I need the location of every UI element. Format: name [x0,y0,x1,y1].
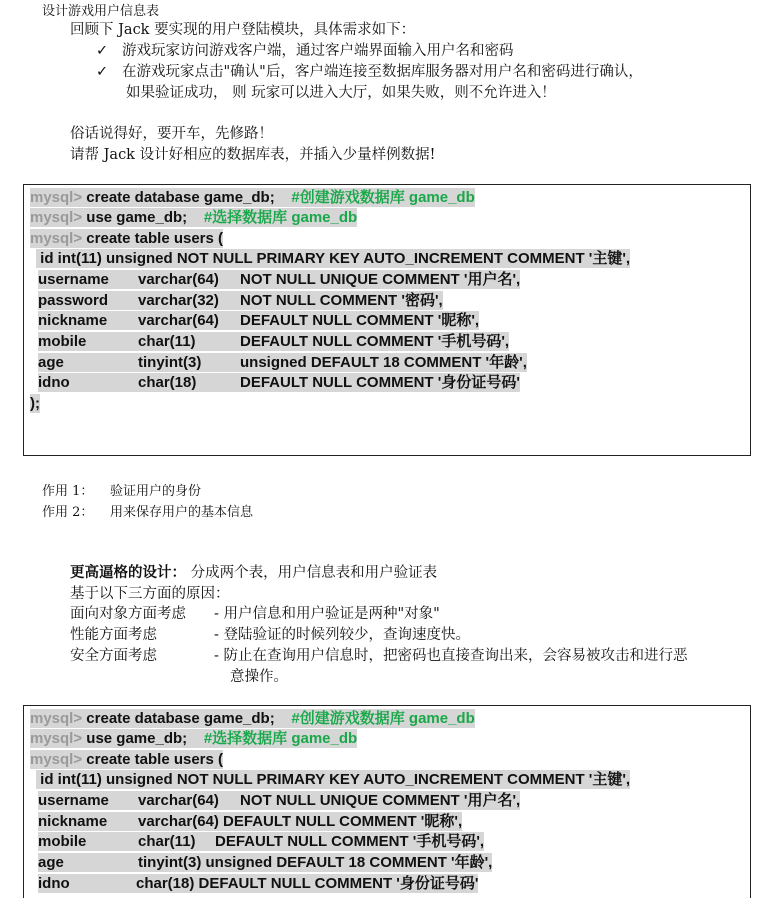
column-type: varchar(64) [138,792,219,809]
reason-aspect: 性能方面考虑 [70,627,157,643]
role-label: 作用 2： [42,505,94,520]
checkmark-icon: ✓ [96,64,109,80]
code-line: ); [30,395,40,412]
reason-desc: - 登陆验证的时候列较少，查询速度快。 [214,627,471,643]
column-name: mobile [38,833,87,850]
sql-comment: #创建游戏数据库 game_db [291,189,475,206]
column-def: unsigned DEFAULT 18 COMMENT '年龄', [240,354,527,371]
sql-command: create table users ( [82,751,224,768]
sql-comment: #选择数据库 game_db [203,209,358,226]
column-def: DEFAULT NULL COMMENT '手机号码', [215,833,485,850]
column-def-nickname [38,812,462,831]
bullet-2-cont: 如果验证成功， 则 玩家可以进入大厅，如果失败，则不允许进入！ [126,85,556,101]
column-type: varchar(64) DEFAULT NULL COMMENT '昵称', [138,813,463,830]
reason-desc: - 用户信息和用户验证是两种"对象" [214,606,440,622]
code-line [30,208,357,227]
column-def-password [38,291,443,310]
reason-security [70,646,688,666]
bullet-2 [96,62,643,82]
column-def: NOT NULL COMMENT '密码', [240,292,443,309]
reason-oop [70,604,440,624]
column-type: tinyint(3) [138,354,202,371]
role-label: 作用 1： [42,484,94,499]
column-type: char(18) [138,374,197,391]
saying-text: 俗话说得好，要开车，先修路！ [70,126,273,142]
column-def-mobile [38,332,509,351]
code-line [30,188,475,207]
better-title-rest: 分成两个表，用户信息表和用户验证表 [186,565,438,581]
column-def-idno [38,373,520,392]
code-line: id int(11) unsigned NOT NULL PRIMARY KEY AUTO_INCREMENT COMMENT '主键', [36,771,631,788]
column-name: password [38,292,109,309]
column-def: NOT NULL UNIQUE COMMENT '用户名', [240,271,521,288]
column-def-idno [38,874,478,893]
column-def-username [38,270,520,289]
column-name: username [38,271,109,288]
bullet-2-text: 在游戏玩家点击"确认"后，客户端连接至数据库服务器对用户名和密码进行确认， [122,64,643,80]
column-type: tinyint(3) unsigned DEFAULT 18 COMMENT '年龄', [138,854,493,871]
column-def-mobile [38,832,484,851]
code-line [30,709,475,728]
reason-performance [70,625,470,645]
sql-command: create table users ( [82,230,224,247]
reason-security-cont: 意操作。 [230,669,288,685]
column-type: char(18) DEFAULT NULL COMMENT '身份证号码' [136,875,479,892]
prompt-label: mysql> [30,751,83,768]
prompt-label: mysql> [30,189,83,206]
column-name: idno [38,374,70,391]
sql-command: create database game_db; [82,710,292,727]
column-name: username [38,792,109,809]
checkmark-icon: ✓ [96,43,109,59]
column-def: DEFAULT NULL COMMENT '身份证号码' [240,374,520,391]
reason-aspect: 安全方面考虑 [70,648,157,664]
column-type: varchar(32) [138,292,219,309]
column-name: mobile [38,333,87,350]
intro-text: 回顾下 Jack 要实现的用户登陆模块，具体需求如下： [70,22,416,38]
bullet-1 [96,41,514,61]
column-def: NOT NULL UNIQUE COMMENT '用户名', [240,792,521,809]
sql-command: use game_db; [82,209,204,226]
better-design-title [70,563,437,583]
column-def-username [38,791,520,810]
column-name: age [38,854,64,871]
code-line [30,750,223,769]
column-name: nickname [38,813,108,830]
code-block-1 [23,184,751,456]
better-title-bold: 更高逼格的设计： [70,564,186,581]
code-line [30,229,223,248]
prompt-label: mysql> [30,230,83,247]
column-type: char(11) [138,833,196,850]
column-type: varchar(64) [138,271,219,288]
column-def: DEFAULT NULL COMMENT '手机号码', [240,333,510,350]
column-def: DEFAULT NULL COMMENT '昵称', [240,312,480,329]
code-line: id int(11) unsigned NOT NULL PRIMARY KEY AUTO_INCREMENT COMMENT '主键', [36,250,631,267]
bullet-1-text: 游戏玩家访问游戏客户端，通过客户端界面输入用户名和密码 [122,43,514,59]
section-heading: 设计游戏用户信息表 [42,4,160,19]
sql-comment: #选择数据库 game_db [203,730,358,747]
code-block-2 [23,705,751,898]
prompt-label: mysql> [30,710,83,727]
prompt-label: mysql> [30,730,83,747]
column-name: idno [38,875,70,892]
role-text: 用来保存用户的基本信息 [110,505,254,520]
reason-aspect: 面向对象方面考虑 [70,606,186,622]
code-line [30,729,357,748]
request-text: 请帮 Jack 设计好相应的数据库表，并插入少量样例数据! [70,147,436,163]
prompt-label: mysql> [30,209,83,226]
sql-command: create database game_db; [82,189,292,206]
column-name: nickname [38,312,108,329]
column-type: varchar(64) [138,312,219,329]
sql-command: use game_db; [82,730,204,747]
column-def-age [38,853,492,872]
sql-comment: #创建游戏数据库 game_db [291,710,475,727]
role-text: 验证用户的身份 [110,484,202,499]
column-def-age [38,353,527,372]
column-type: char(11) [138,333,196,350]
basis-text: 基于以下三方面的原因： [70,586,230,602]
role-1 [42,480,201,499]
role-2 [42,501,253,520]
column-name: age [38,354,64,371]
column-def-nickname [38,311,479,330]
reason-desc: - 防止在查询用户信息时，把密码也直接查询出来，会容易被攻击和进行恶 [214,648,688,664]
